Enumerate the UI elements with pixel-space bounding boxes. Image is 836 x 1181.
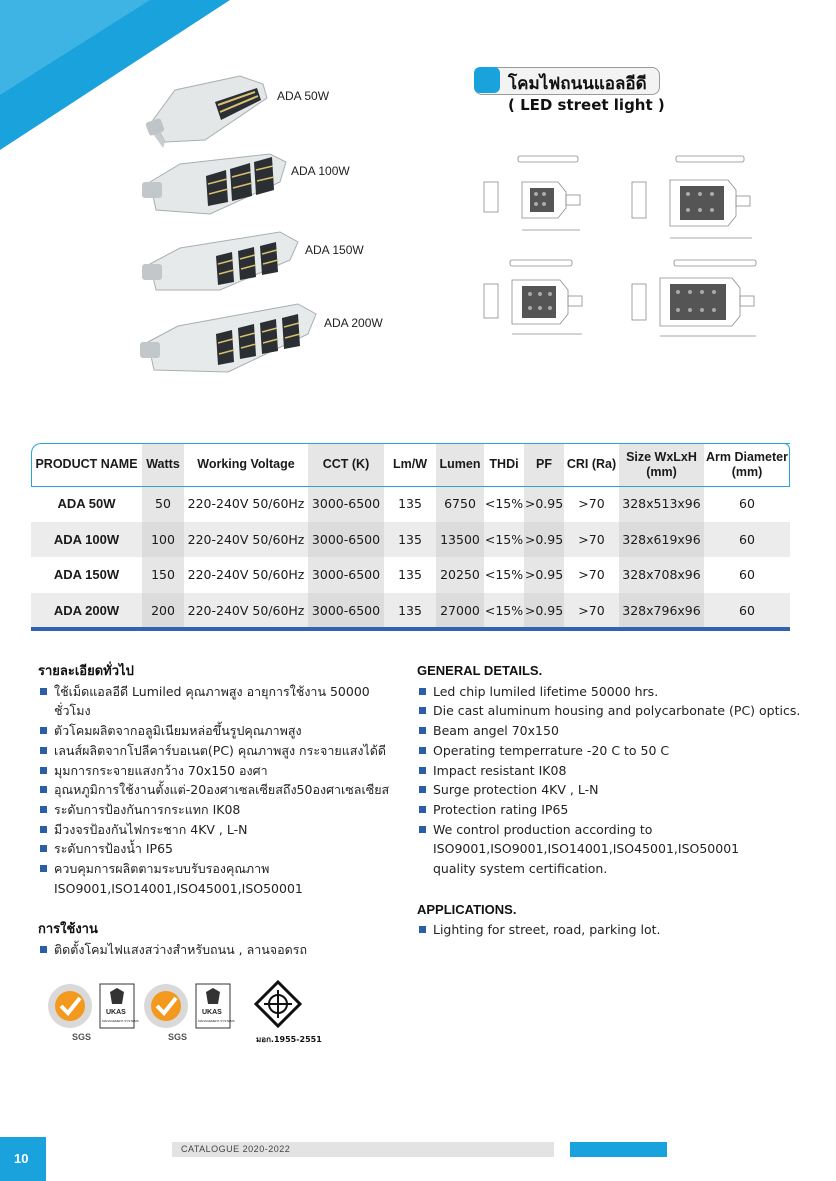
product-image-ada-150w — [140, 228, 300, 298]
table-row — [31, 557, 790, 593]
table-header: Watts — [142, 443, 184, 486]
list-item: Beam angel 70x150 — [417, 721, 807, 741]
table-row — [31, 522, 790, 558]
sgs-logo — [144, 984, 188, 1042]
table-cell: 135 — [398, 496, 422, 512]
product-image-ada-200w — [138, 298, 318, 378]
table-cell: 60 — [704, 593, 790, 629]
table-cell: ADA 100W — [31, 522, 142, 558]
details-english — [417, 661, 807, 940]
bullet-icon — [40, 727, 47, 734]
table-cell: 135 — [384, 593, 436, 629]
bullet-icon — [419, 826, 426, 833]
list-item: Surge protection 4KV , L-N — [417, 780, 807, 800]
tis-text: มอก.1955-2551 — [256, 1035, 322, 1044]
table-cell: 3000-6500 — [308, 522, 384, 558]
table-cell: 50 — [142, 486, 184, 522]
page-number: 10 — [14, 1151, 29, 1166]
list-item: Led chip lumiled lifetime 50000 hrs. — [417, 682, 807, 702]
applications-thai-heading: การใช้งาน — [38, 921, 98, 937]
table-cell: 135 — [398, 567, 422, 583]
details-thai-heading: รายละเอียดทั่วไป — [38, 663, 134, 678]
table-cell: 13500 — [436, 522, 484, 558]
product-label: ADA 200W — [324, 316, 383, 330]
table-cell: 328x796x96 — [619, 593, 704, 629]
table-cell: 60 — [739, 567, 755, 583]
table-cell: 328x513x96 — [619, 486, 704, 522]
table-header: Arm Diameter (mm) — [706, 449, 788, 479]
bullet-icon — [419, 926, 426, 933]
table-bottom-rule — [31, 627, 790, 631]
table-header: Size WxLxH (mm) — [619, 443, 704, 486]
product-image-ada-50w — [145, 72, 275, 152]
bullet-icon — [419, 747, 426, 754]
table-cell: ADA 50W — [57, 496, 116, 512]
table-cell: >70 — [564, 593, 619, 629]
table-cell: 150 — [142, 557, 184, 593]
bullet-icon — [40, 946, 47, 953]
title-accent-square — [474, 67, 500, 93]
details-thai — [38, 661, 408, 960]
product-label: ADA 50W — [277, 89, 330, 103]
table-cell: 27000 — [436, 593, 484, 629]
table-cell: >70 — [564, 522, 619, 558]
list-item: ควบคุมการผลิตตามระบบรับรองคุณภาพ ISO9001,ISO14001,ISO45001,ISO50001 — [38, 859, 408, 898]
ukas-text: UKAS — [106, 1009, 126, 1016]
bullet-icon — [419, 786, 426, 793]
table-cell: >0.95 — [524, 557, 564, 593]
bullet-icon — [40, 747, 47, 754]
ukas-subtext: MANAGEMENT SYSTEMS — [198, 1019, 235, 1023]
table-cell: 220-240V 50/60Hz — [187, 496, 305, 512]
list-item: ระดับการป้องน้ำ IP65 — [38, 839, 408, 859]
table-cell: 20250 — [436, 557, 484, 593]
bullet-icon — [419, 688, 426, 695]
list-item: ติดตั้งโคมไฟแสงสว่างสำหรับถนน , ลานจอดรถ — [38, 940, 408, 960]
table-cell: <15% — [484, 567, 524, 583]
list-item: มุมการกระจายแสงกว้าง 70x150 องศา — [38, 761, 408, 781]
page-title-english: ( LED street light ) — [508, 96, 665, 114]
product-label: ADA 150W — [305, 243, 364, 257]
list-item: Impact resistant IK08 — [417, 761, 807, 781]
table-cell: 3000-6500 — [308, 593, 384, 629]
table-cell: >0.95 — [524, 522, 564, 558]
details-english-heading: GENERAL DETAILS. — [417, 663, 543, 678]
bullet-icon — [419, 767, 426, 774]
table-cell: 3000-6500 — [308, 557, 384, 593]
table-header: PRODUCT NAME — [35, 457, 138, 471]
table-header: CCT (K) — [308, 443, 384, 486]
table-cell: 6750 — [436, 486, 484, 522]
bullet-icon — [419, 707, 426, 714]
table-header: Lumen — [436, 443, 484, 486]
bullet-icon — [419, 806, 426, 813]
sgs-text: SGS — [168, 1032, 188, 1042]
list-item: Protection rating IP65 — [417, 800, 807, 820]
footer-accent-bar — [570, 1142, 667, 1157]
ukas-logo — [100, 984, 139, 1028]
ukas-text: UKAS — [202, 1009, 222, 1016]
table-cell: <15% — [484, 496, 524, 512]
table-cell: 3000-6500 — [308, 486, 384, 522]
table-cell: 100 — [142, 522, 184, 558]
ukas-logo — [196, 984, 235, 1028]
bullet-icon — [40, 688, 47, 695]
certification-logos — [44, 978, 322, 1048]
list-item: มีวงจรป้องกันไฟกระชาก 4KV , L-N — [38, 820, 408, 840]
table-cell: 328x619x96 — [619, 522, 704, 558]
table-row — [31, 593, 790, 629]
table-header: PF — [524, 443, 564, 486]
sgs-text: SGS — [72, 1032, 92, 1042]
table-cell: 220-240V 50/60Hz — [184, 593, 308, 629]
table-header: THDi — [489, 457, 519, 471]
table-cell: 328x708x96 — [619, 557, 704, 593]
tis-logo — [256, 982, 322, 1044]
list-item: ตัวโคมผลิตจากอลูมิเนียมหล่อขึ้นรูปคุณภาพสูง — [38, 721, 408, 741]
list-item: ใช้เม็ดแอลอีดี Lumiled คุณภาพสูง อายุการใช้งาน 50000 ชั่วโมง — [38, 682, 408, 721]
table-cell: 135 — [384, 522, 436, 558]
list-item: We control production according to ISO9001,ISO9001,ISO14001,ISO45001,ISO50001 quality system certification. — [417, 820, 807, 879]
page-title-thai: โคมไฟถนนแอลอีดี — [508, 74, 647, 94]
list-item: อุณหภูมิการใช้งานตั้งแต่-20องศาเซลเซียสถึง50องศาเซลเซียส — [38, 780, 408, 800]
table-header-row — [31, 443, 790, 486]
sgs-logo — [48, 984, 92, 1042]
product-label: ADA 100W — [291, 164, 350, 178]
table-cell: >70 — [578, 496, 605, 512]
product-image-ada-100w — [140, 152, 290, 222]
table-header: Working Voltage — [197, 457, 295, 471]
bullet-icon — [40, 806, 47, 813]
bullet-icon — [40, 826, 47, 833]
list-item: เลนส์ผลิตจากโปลีคาร์บอเนต(PC) คุณภาพสูง กระจายแสงได้ดี — [38, 741, 408, 761]
table-cell: 60 — [739, 496, 755, 512]
bullet-icon — [40, 845, 47, 852]
table-cell: ADA 200W — [31, 593, 142, 629]
table-cell: <15% — [484, 593, 524, 629]
table-cell: >0.95 — [524, 593, 564, 629]
table-header: CRI (Ra) — [566, 457, 617, 471]
list-item: ระดับการป้องกันการกระแทก IK08 — [38, 800, 408, 820]
table-cell: 220-240V 50/60Hz — [184, 522, 308, 558]
table-cell: <15% — [484, 522, 524, 558]
bullet-icon — [419, 727, 426, 734]
bullet-icon — [40, 767, 47, 774]
technical-drawings — [470, 150, 800, 345]
table-cell: 60 — [704, 522, 790, 558]
list-item: Lighting for street, road, parking lot. — [417, 920, 807, 940]
list-item: Die cast aluminum housing and polycarbonate (PC) optics. — [417, 701, 807, 721]
table-row — [31, 486, 790, 522]
table-cell: 220-240V 50/60Hz — [187, 567, 305, 583]
table-cell: ADA 150W — [53, 567, 120, 583]
table-cell: >0.95 — [524, 486, 564, 522]
ukas-subtext: MANAGEMENT SYSTEMS — [102, 1019, 139, 1023]
spec-table — [31, 443, 790, 628]
table-header: Lm/W — [392, 457, 428, 471]
table-cell: 200 — [142, 593, 184, 629]
footer-catalogue: CATALOGUE 2020-2022 — [181, 1144, 291, 1154]
bullet-icon — [40, 786, 47, 793]
list-item: Operating temperrature -20 C to 50 C — [417, 741, 807, 761]
applications-english-heading: APPLICATIONS. — [417, 901, 517, 917]
table-cell: >70 — [578, 567, 605, 583]
bullet-icon — [40, 865, 47, 872]
